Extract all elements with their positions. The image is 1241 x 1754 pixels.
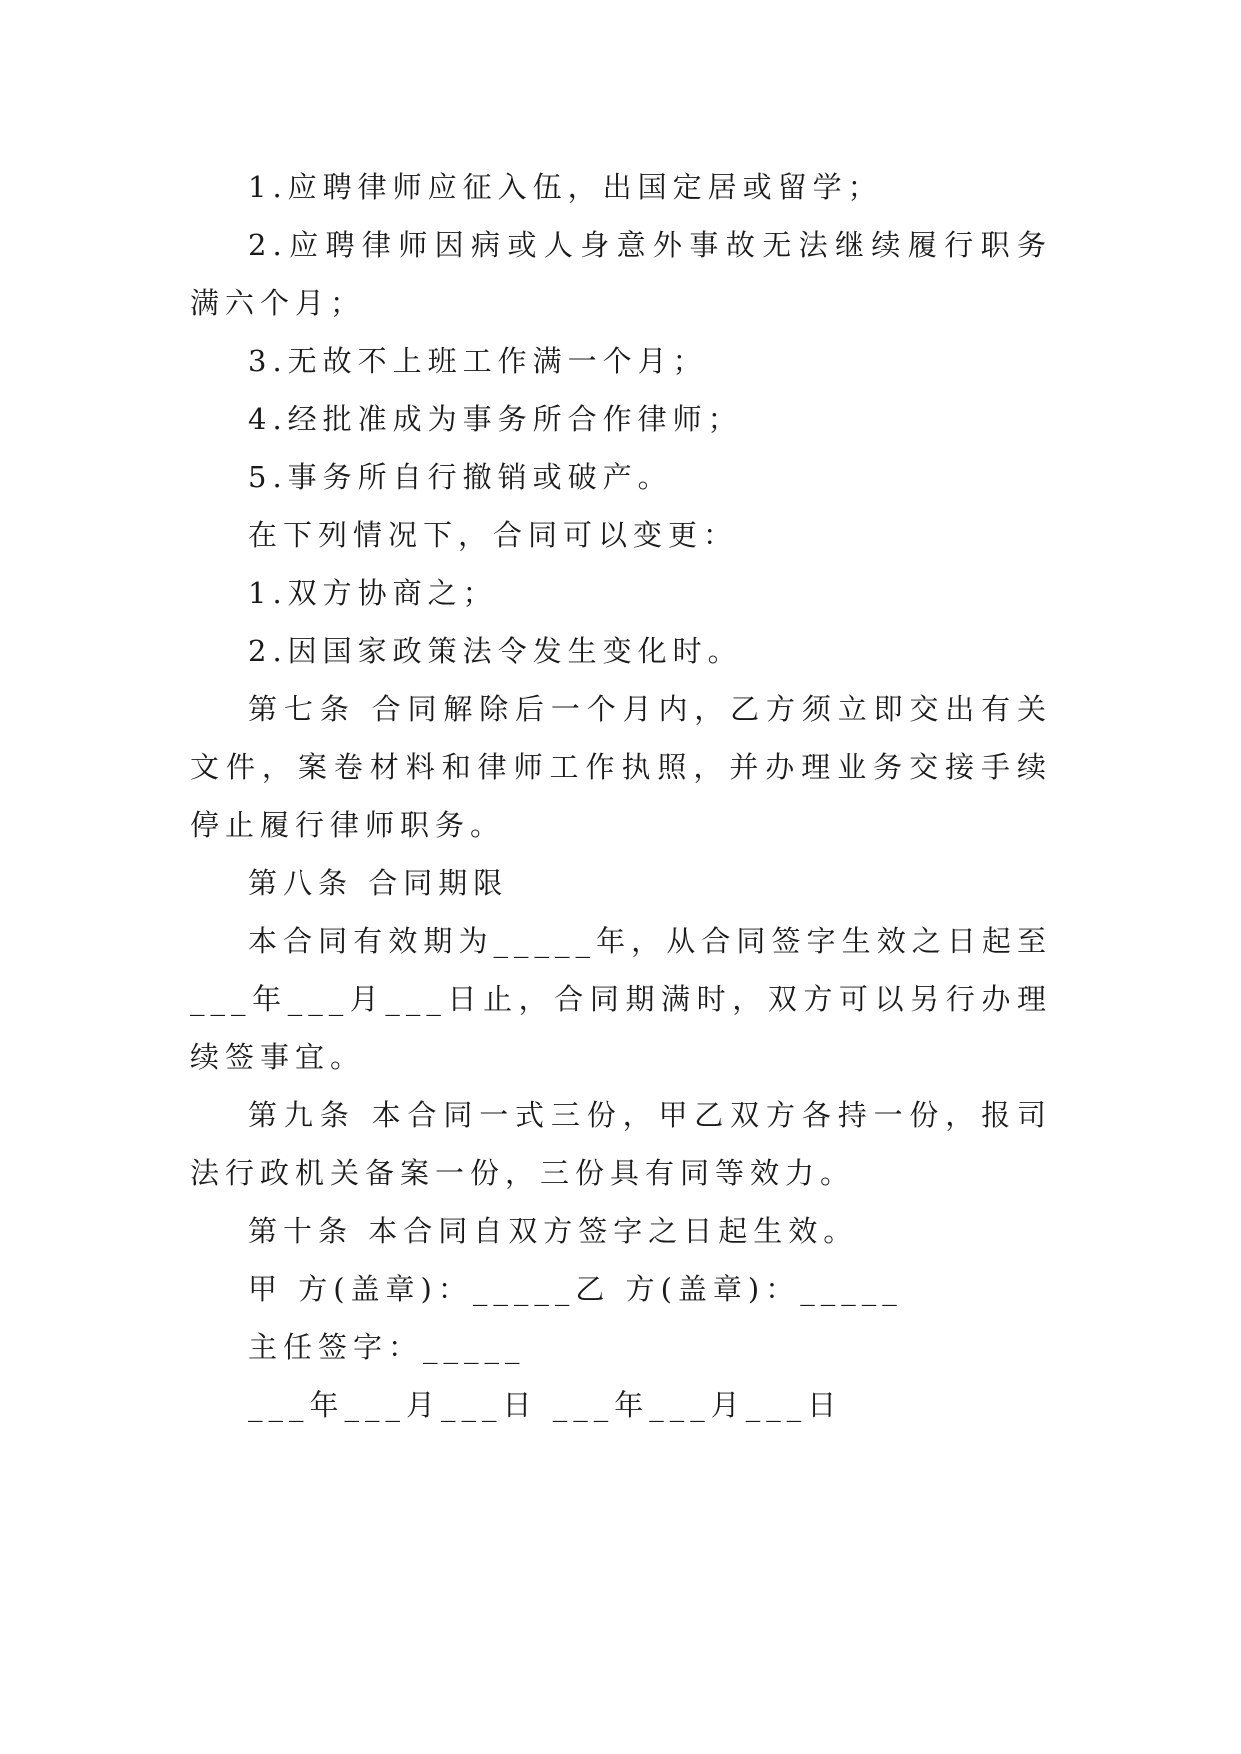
termination-item-2: 2.应聘律师因病或人身意外事故无法继续履行职务满六个月； [190, 228, 1052, 320]
article-9: 第九条 本合同一式三份，甲乙双方各持一份，报司法行政机关备案一份，三份具有同等效力。 [190, 1098, 1052, 1190]
change-conditions-heading: 在下列情况下，合同可以变更： [248, 518, 739, 552]
change-item-2: 2.因国家政策法令发生变化时。 [248, 634, 743, 668]
termination-item-5: 5.事务所自行撤销或破产。 [248, 460, 673, 494]
signing-date-line: ___年___月___日 ___年___月___日 [248, 1388, 843, 1422]
party-seal-line: 甲 方(盖章)：_____乙 方(盖章)：_____ [248, 1272, 903, 1306]
termination-item-3: 3.无故不上班工作满一个月； [248, 344, 708, 378]
change-item-1: 1.双方协商之； [248, 576, 498, 610]
document-body [190, 158, 1052, 1434]
article-8-heading: 第八条 合同期限 [248, 866, 509, 900]
contract-term-text: 本合同有效期为_____年，从合同签字生效之日起至___年___月___日止，合同期满时，双方可以另行办理续签事宜。 [190, 924, 1052, 1074]
termination-item-4: 4.经批准成为事务所合作律师； [248, 402, 743, 436]
termination-item-1: 1.应聘律师应征入伍，出国定居或留学； [248, 170, 883, 204]
article-7: 第七条 合同解除后一个月内，乙方须立即交出有关文件，案卷材料和律师工作执照，并办理业务交接手续停止履行律师职务。 [190, 692, 1052, 842]
article-10: 第十条 本合同自双方签字之日起生效。 [248, 1214, 859, 1248]
director-signature-line: 主任签字：_____ [248, 1330, 526, 1364]
